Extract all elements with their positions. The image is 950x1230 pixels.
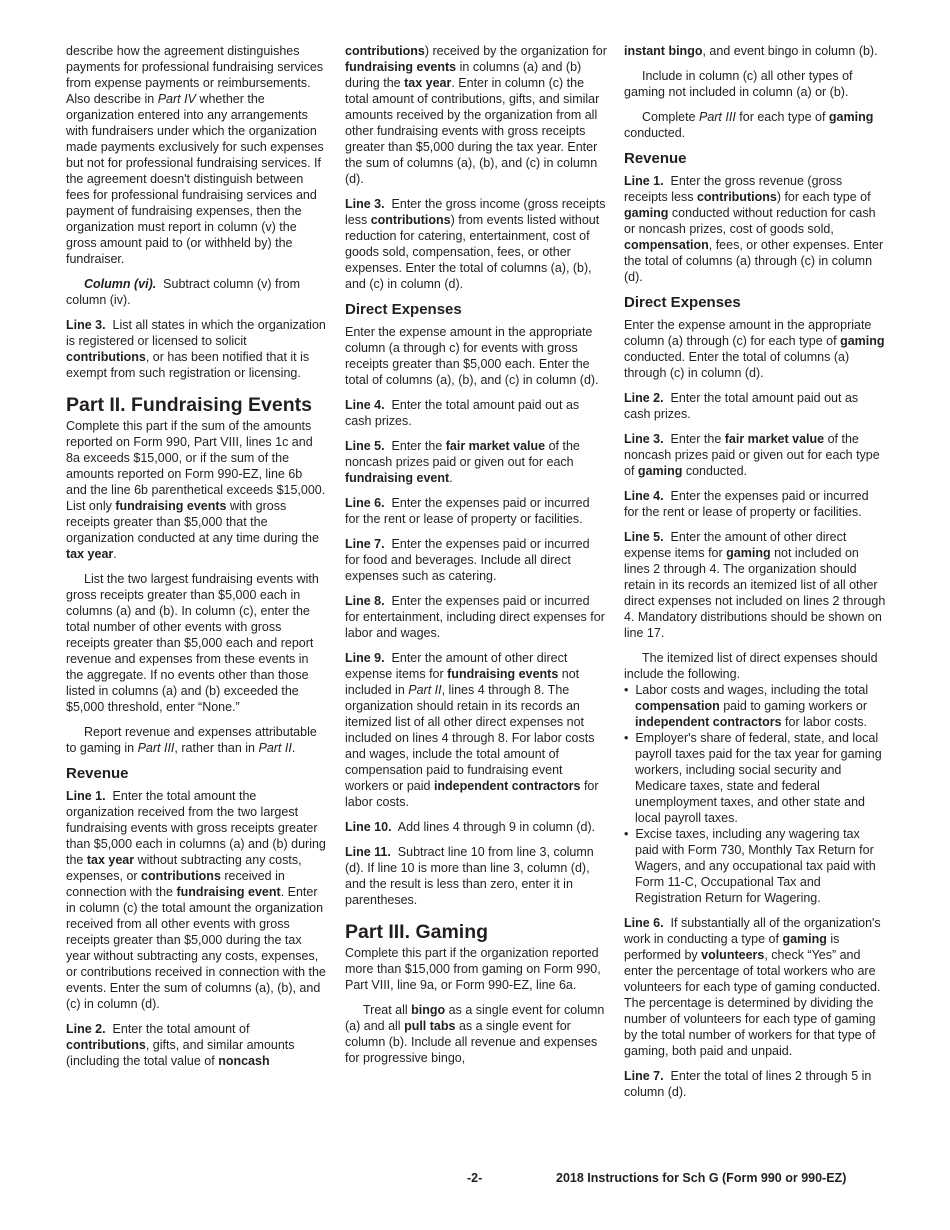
paragraph: Line 3. Enter the fair market value of the noncash prizes paid or given out for each type of gaming conducted. (624, 432, 880, 478)
paragraph: contributions) received by the organization for fundraising events in columns (a) and (b) during the tax year. Enter in column (c) the total amount of contributions, gifts, and similar amounts received by the organization from all other fundraising events with gross receipts greater than $5,000 during the tax year. Enter the sum of columns (a), (b), and (c) in column (d). (345, 44, 607, 186)
paragraph: Complete this part if the organization reported more than $15,000 from gaming on Form 990, Part VIII, line 9a, or Form 990-EZ, line 6a. (345, 946, 601, 992)
paragraph: Line 3. List all states in which the organization is registered or licensed to solicit contributions, or has been notified that it is exempt from such registration or licensing. (66, 318, 326, 380)
paragraph: Line 8. Enter the expenses paid or incurred for entertainment, including direct expenses for labor and wages. (345, 594, 605, 640)
subheading-revenue: Revenue (66, 765, 129, 782)
paragraph: Line 3. Enter the gross income (gross receipts less contributions) from events listed without reduction for catering, entertainment, cost of goods sold, compensation, fees, or other expenses. Enter the total of columns (a), (b), and (c) in column (d). (345, 197, 606, 291)
paragraph: Line 10. Add lines 4 through 9 in column (d). (345, 820, 596, 834)
subheading-direct-expenses: Direct Expenses (345, 301, 462, 318)
paragraph: instant bingo, and event bingo in column (b). (624, 44, 878, 58)
paragraph: Line 1. Enter the total amount the organization received from the two largest fundraising events with gross receipts greater than $5,000 each in columns (a) and (b) during the tax year without subtracting any costs, expenses, or contributions received in connection with the fundraising event. Enter in column (c) the total amount the organization received from all other events with gross receipts greater than $5,000 during the tax year without subtracting any costs, expenses, or contributions received in connection with the events. Enter the sum of columns (a), (b), and (c) in column (d). (66, 789, 326, 1011)
paragraph: Include in column (c) all other types of gaming not included in column (a) or (b). (624, 69, 853, 99)
paragraph: Line 7. Enter the total of lines 2 through 5 in column (d). (624, 1069, 872, 1099)
subheading-direct-expenses: Direct Expenses (624, 294, 741, 311)
paragraph: List the two largest fundraising events with gross receipts greater than $5,000 each in columns (a) and (b). In column (c), enter the total number of other events with gross receipts greater than $5,000 each and report revenue and expenses from these events in the aggregate. If no events other than those listed in columns (a) and (b) exceeded the $5,000 threshold, enter “None.” (66, 572, 319, 714)
section-heading-part3: Part III. Gaming (345, 921, 489, 943)
paragraph: describe how the agreement distinguishes payments for professional fundraising services from expense payments or reimbursements. Also describe in Part IV whether the organization entered into any arrangements with fundraisers under which the organization made payments exclusively for such expenses but not for professional fundraising services. If the agreement doesn't distinguish between fees for professional fundraising services and payment of fundraising expenses, then the organization must report in column (v) the gross amount paid to (or withheld by) the fundraiser. (66, 44, 324, 266)
paragraph: Line 6. If substantially all of the organization's work in conducting a type of gaming is performed by volunteers, check “Yes” and enter the percentage of total workers who are volunteers for each type of gaming conducted. The percentage is determined by dividing the number of volunteers for each type of gaming by the total number of workers for that type of gaming, both paid and unpaid. (624, 916, 881, 1058)
paragraph: Line 5. Enter the amount of other direct expense items for gaming not included on lines 2 through 4. The organization should retain in its records an itemized list of all other direct expenses not included on lines 2 through 4. Mandatory distributions should be shown on line 17. (624, 530, 886, 640)
paragraph: Line 7. Enter the expenses paid or incurred for food and beverages. Include all direct expenses such as catering. (345, 537, 590, 583)
page-number: -2- (467, 1171, 483, 1185)
paragraph: Line 5. Enter the fair market value of the noncash prizes paid or given out for each fundraising event. (345, 439, 580, 485)
paragraph: Line 4. Enter the total amount paid out as cash prizes. (345, 398, 580, 428)
section-heading-part2: Part II. Fundraising Events (66, 394, 312, 416)
paragraph: The itemized list of direct expenses should include the following. (624, 651, 878, 681)
bullet-item: • Employer's share of federal, state, and local payroll taxes paid for the tax year for gaming workers, including social security and Medicare taxes, state and federal unemployment taxes, and other state and local payroll taxes. (624, 731, 882, 825)
subheading-revenue: Revenue (624, 150, 687, 167)
paragraph: Treat all bingo as a single event for column (a) and all pull tabs as a single event for column (b). Include all revenue and expenses for progressive bingo, (345, 1003, 605, 1065)
paragraph: Line 2. Enter the total amount paid out as cash prizes. (624, 391, 859, 421)
paragraph: Enter the expense amount in the appropriate column (a through c) for events with gross receipts greater than $5,000 each. Enter the total of columns (a), (b), and (c) in column (d). (345, 325, 599, 387)
paragraph: Complete Part III for each type of gaming conducted. (624, 110, 874, 140)
paragraph: Line 2. Enter the total amount of contributions, gifts, and similar amounts (including the total value of noncash (66, 1022, 295, 1068)
paragraph: Enter the expense amount in the appropriate column (a) through (c) for each type of gaming conducted. Enter the total of columns (a) through (c) in column (d). (624, 318, 885, 380)
paragraph: Line 1. Enter the gross revenue (gross receipts less contributions) for each type of gaming conducted without reduction for cash or noncash prizes, cost of goods sold, compensation, fees, or other expenses. Enter the total of columns (a) through (c) in column (d). (624, 174, 884, 284)
column-middle (345, 43, 607, 1075)
footer-document-title: 2018 Instructions for Sch G (Form 990 or 990-EZ) (556, 1171, 847, 1185)
bullet-item: • Excise taxes, including any wagering tax paid with Form 730, Monthly Tax Return for Wagers, and any occupational tax paid with Form 11-C, Occupational Tax and Registration Return for Wagering. (624, 827, 876, 905)
bullet-item: • Labor costs and wages, including the total compensation paid to gaming workers or independent contractors for labor costs. (624, 683, 869, 729)
paragraph: Line 4. Enter the expenses paid or incurred for the rent or lease of property or facilities. (624, 489, 869, 519)
paragraph: Line 9. Enter the amount of other direct expense items for fundraising events not included in Part II, lines 4 through 8. The organization should retain in its records an itemized list of all other direct expenses not included on lines 4 through 8. For labor costs and wages, include the total amount of compensation paid to fundraising event workers or paid independent contractors for labor costs. (345, 651, 599, 809)
paragraph: Line 11. Subtract line 10 from line 3, column (d). If line 10 is more than line 3, column (d), and the result is less than zero, enter it in parentheses. (345, 845, 594, 907)
paragraph: Column (vi). Subtract column (v) from column (iv). (66, 277, 301, 307)
paragraph: Complete this part if the sum of the amounts reported on Form 990, Part VIII, lines 1c and 8a exceeds $15,000, or if the sum of the amounts reported on Form 990-EZ, line 6b and the line 6b parenthetical exceeds $15,000. List only fundraising events with gross receipts greater than $5,000 that the organization conducted at any time during the tax year. (66, 419, 326, 561)
paragraph: Line 6. Enter the expenses paid or incurred for the rent or lease of property or facilities. (345, 496, 590, 526)
column-left (66, 43, 326, 1078)
column-right (624, 43, 886, 1109)
paragraph: Report revenue and expenses attributable to gaming in Part III, rather than in Part II. (66, 725, 317, 755)
